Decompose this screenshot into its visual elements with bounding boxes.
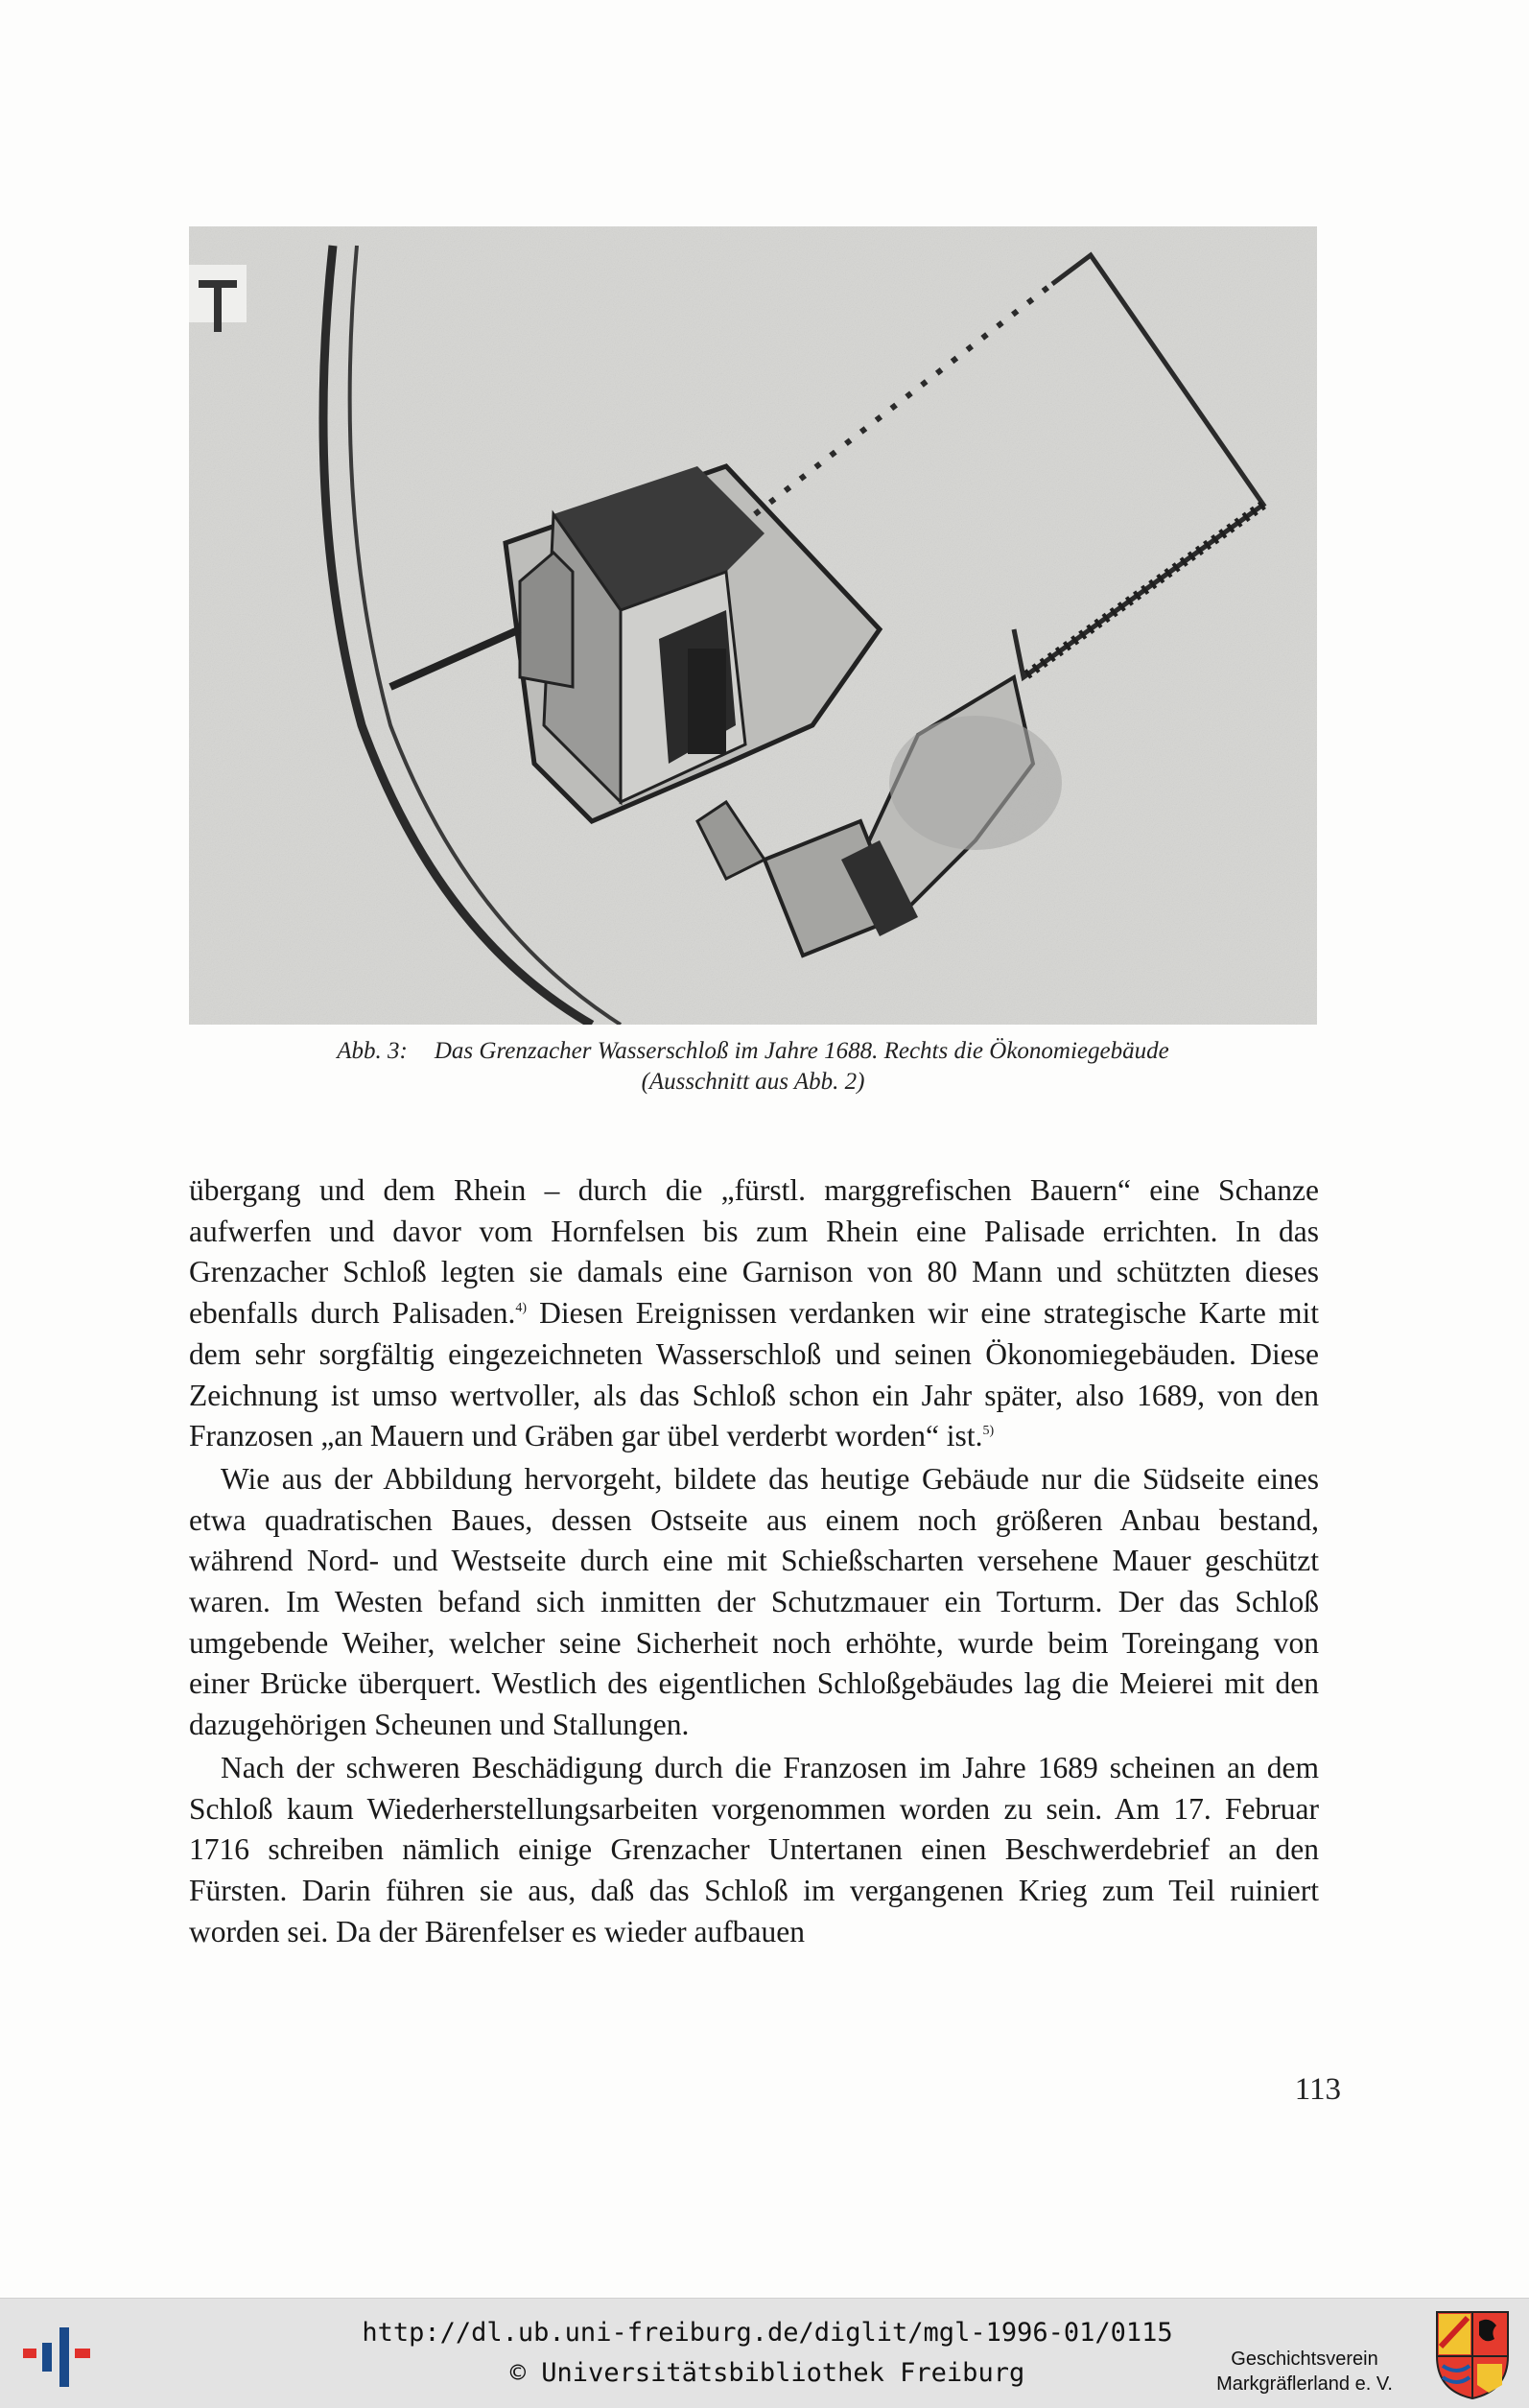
footer-url-link[interactable]: http://dl.ub.uni-freiburg.de/diglit/mgl-1996-01/0115 bbox=[362, 2318, 1173, 2348]
caption-line-1: Das Grenzacher Wasserschloß im Jahre 1688. Rechts die Ökonomiegebäude bbox=[434, 1038, 1169, 1064]
page-number: 113 bbox=[1294, 2072, 1341, 2107]
figure-caption bbox=[189, 1036, 1317, 1098]
caption-label: Abb. 3: bbox=[337, 1038, 408, 1064]
paragraph-3: Nach der schweren Beschädigung durch die Franzosen im Jahre 1689 scheinen an dem Schloß kaum Wiederherstellungsarbeiten vorgenommen worden zu sein. Am 17. Februar 1716 schreiben nämlich einige Grenzacher Untertanen einen Beschwerdebrief an den Fürsten. Darin führen sie aus, daß das Schloß im vergangenen Krieg zum Teil ruiniert worden sei. Da der Bärenfelser es wieder aufbauen bbox=[189, 1750, 1319, 1948]
footer-society-name bbox=[1189, 2347, 1420, 2396]
footnote-ref-4: 4) bbox=[515, 1301, 528, 1316]
castle-drawing-figure bbox=[189, 226, 1317, 1025]
paragraph-1 bbox=[189, 1170, 1319, 1457]
society-line-2: Markgräflerland e. V. bbox=[1216, 2373, 1393, 2395]
footer-bar bbox=[0, 2298, 1529, 2408]
body-text bbox=[189, 1170, 1319, 1952]
footnote-ref-5: 5) bbox=[982, 1424, 995, 1439]
ub-freiburg-logo-icon[interactable] bbox=[19, 2310, 96, 2396]
society-line-1: Geschichtsverein bbox=[1231, 2349, 1378, 2370]
footer-copyright: © Universitätsbibliothek Freiburg bbox=[509, 2358, 1025, 2388]
paragraph-1-part-b: Diesen Ereignissen verdanken wir eine strategische Karte mit dem sehr sorgfältig eingezeichneten Wasserschloß und seinen Ökonomiegebäuden. Diese Zeichnung ist umso wertvoller, als das Schloß schon ein Jahr später, also 1689, von den Franzosen „an Mauern und Gräben gar übel verderbt worden“ ist. bbox=[189, 1296, 1320, 1453]
paragraph-1-part-a: übergang und dem Rhein – durch die „fürstl. marggrefischen Bauern“ eine Schanze aufwerfen und davor vom Hornfelsen bis zum Rhein eine Palisade errichten. In das Grenzacher Schloß legten sie damals eine Garnison von 80 Mann und schützten dieses ebenfalls durch Palisaden. bbox=[189, 1173, 1319, 1331]
caption-line-2: (Ausschnitt aus Abb. 2) bbox=[641, 1069, 865, 1095]
coat-of-arms-icon[interactable] bbox=[1433, 2308, 1512, 2400]
castle-drawing-image bbox=[189, 226, 1317, 1025]
paragraph-2: Wie aus der Abbildung hervorgeht, bildete das heutige Gebäude nur die Südseite eines etwa quadratischen Baues, dessen Ostseite aus einem noch größeren Anbau bestand, während Nord- und Westseite durch eine mit Schießscharten versehene Mauer geschützt waren. Im Westen befand sich inmitten der Schutzmauer ein Torturm. Der das Schloß umgebende Weiher, welcher seine Sicherheit noch erhöhte, wurde beim Toreingang von einer Brücke überquert. Westlich des eigentlichen Schloßgebäudes lag die Meierei mit den dazugehörigen Scheunen und Stallungen. bbox=[189, 1461, 1319, 1742]
